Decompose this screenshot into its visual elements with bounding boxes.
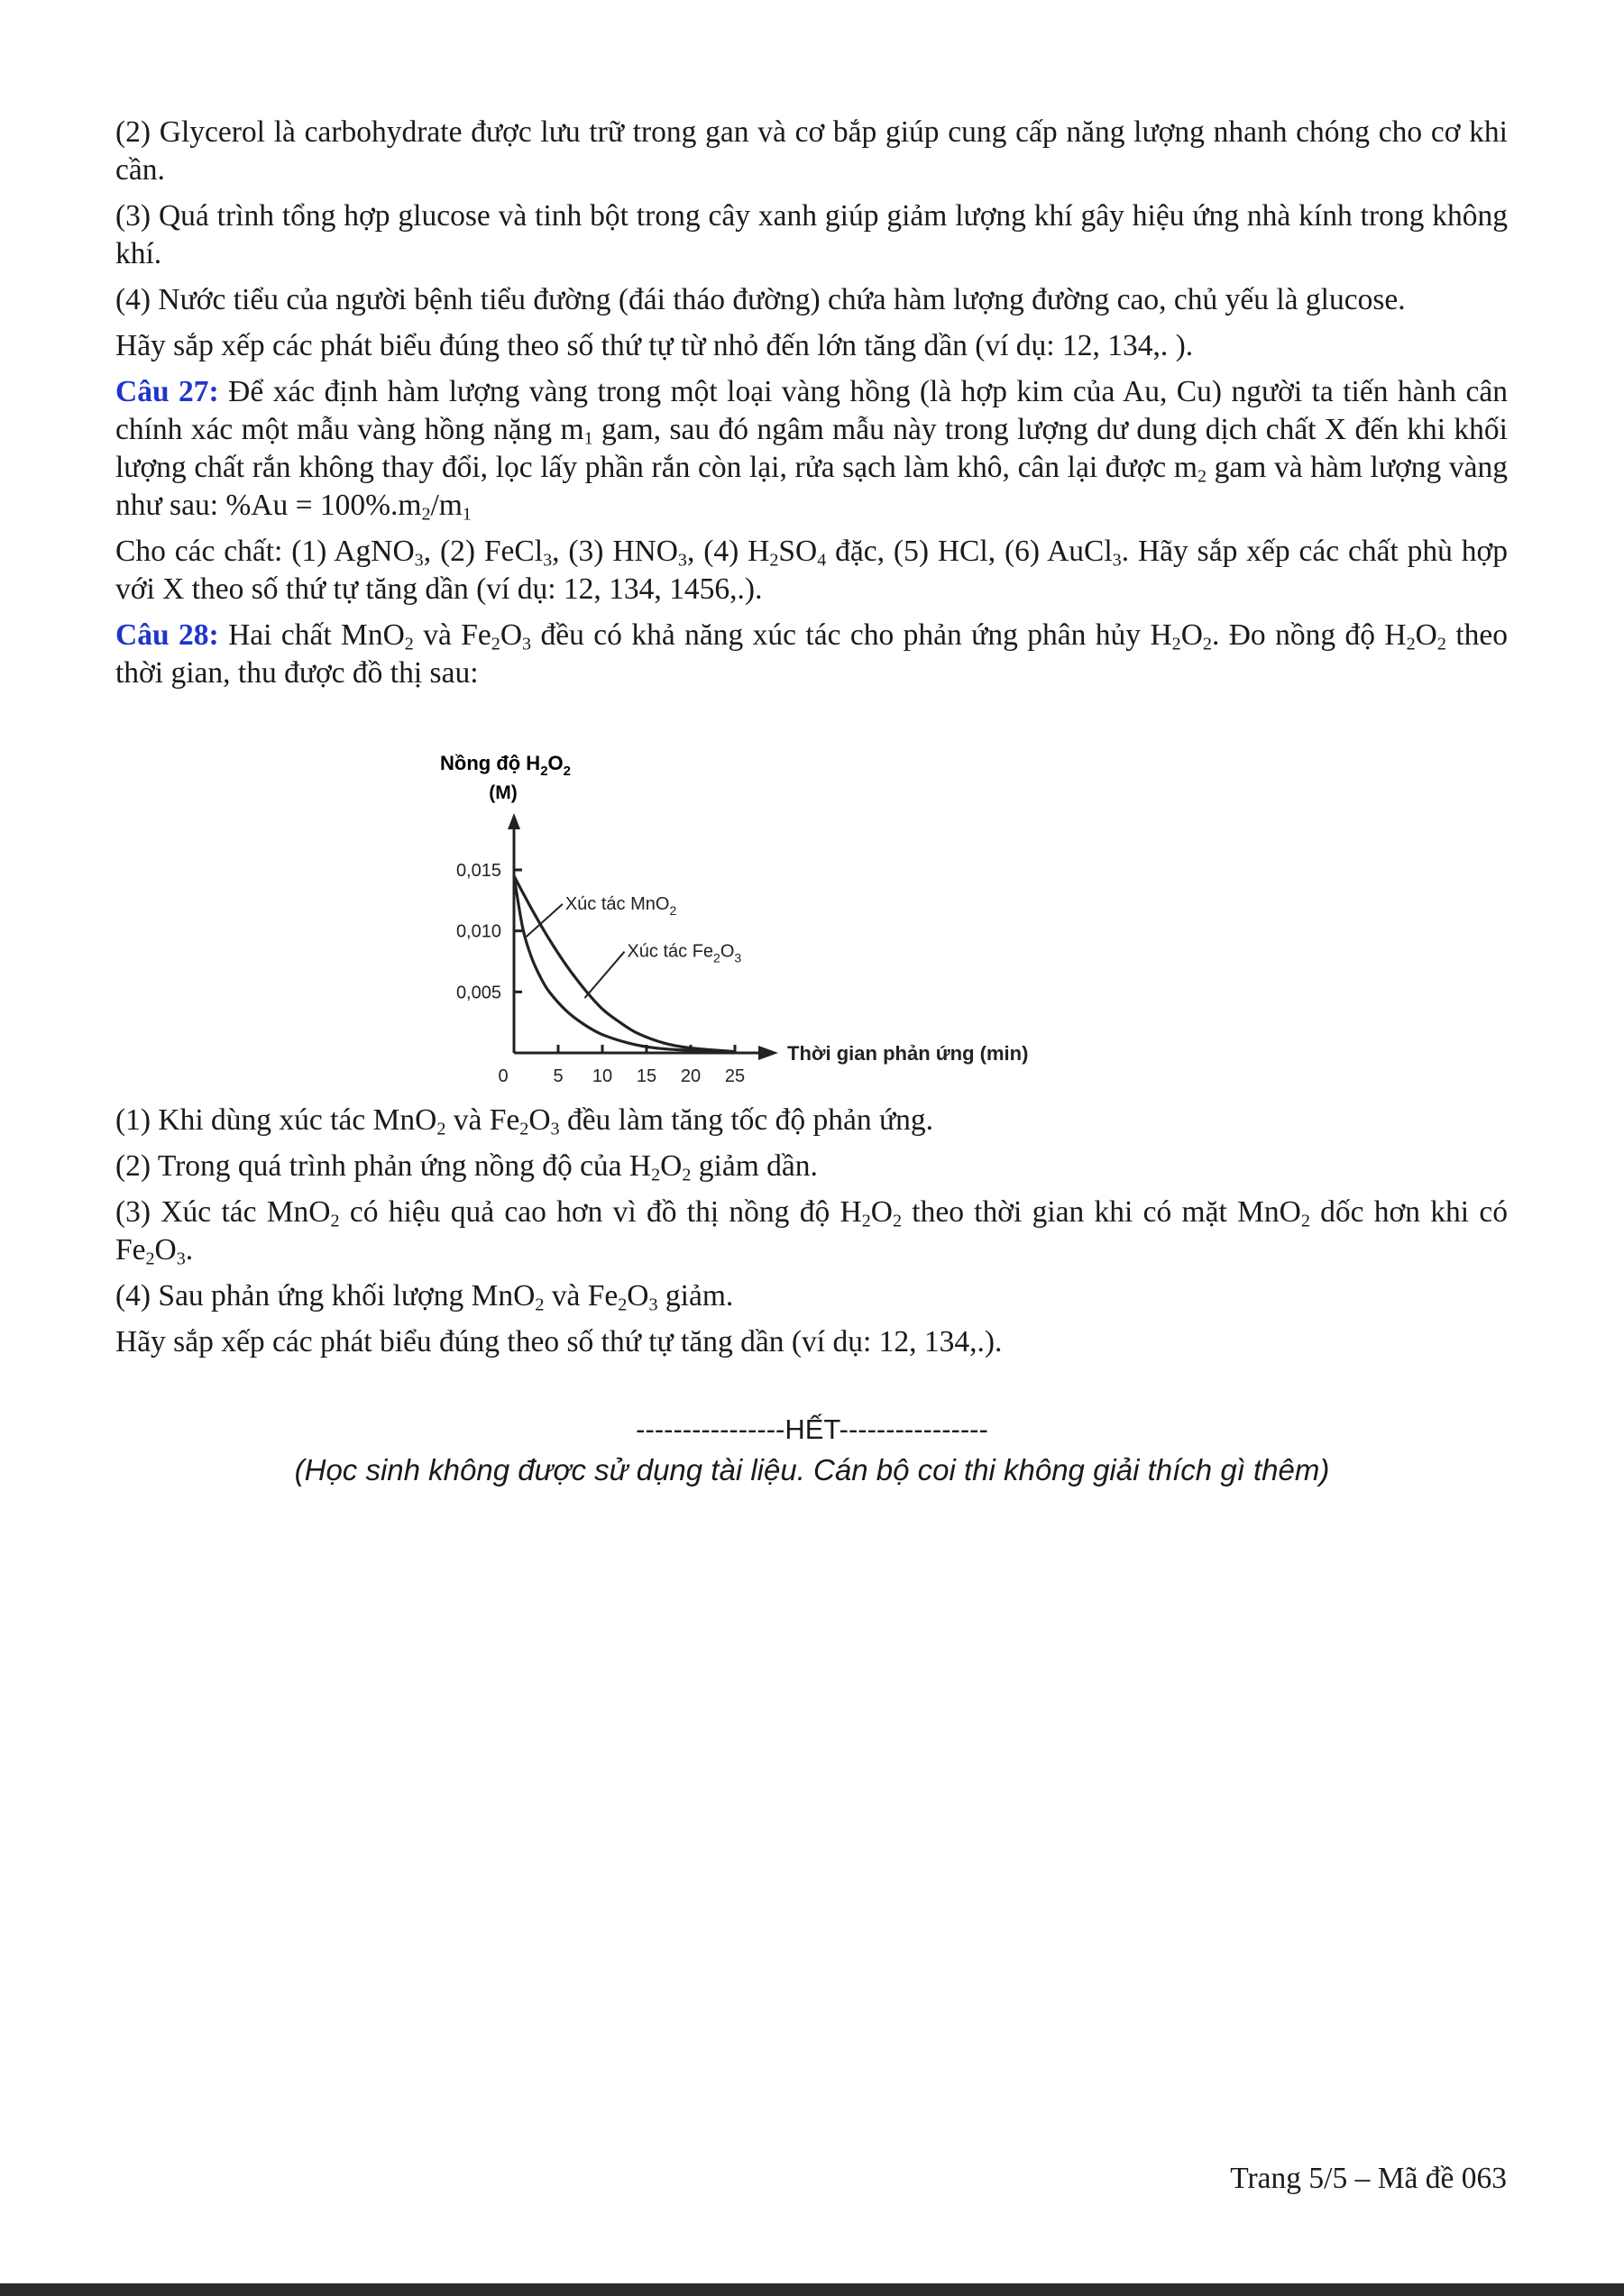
page-footer: Trang 5/5 – Mã đề 063 <box>1230 2162 1507 2195</box>
fe2o3-leader-line <box>584 952 624 998</box>
q28-statement-4: (4) Sau phản ứng khối lượng MnO$_2$ và $Fe_2O_3$ giảm. <box>115 1279 734 1315</box>
end-note: (Học sinh không được sử dụng tài liệu. Cán bộ coi thi không giải thích gì thêm) <box>294 1453 1330 1486</box>
statement-4: (4) Nước tiểu của người bệnh tiểu đường (đái tháo đường) chứa hàm lượng đường cao, chủ yếu là glucose. <box>115 283 1406 316</box>
y-axis-unit: (M) <box>489 782 518 803</box>
question-27: Câu 27: Để xác định hàm lượng vàng trong một loại vàng hồng (là hợp kim của Au, Cu) người ta tiến hành cân chính xác một mẫu vàng hồng nặng $m_1$ gam, sau đó ngâm mẫu này trong lượng dư dung dịch chất X đến khi khối lượng chất rắn không thay đổi, lọc lấy phần rắn còn lại, rửa sạch làm khô, cân lại được $m_2$ gam và hàm lượng vàng như sau: $\%Au = 100\%.m_2/m_1$ <box>115 375 1508 525</box>
statement-3: (3) Quá trình tổng hợp glucose và tinh bột trong cây xanh giúp giảm lượng khí gây hiệu ứng nhà kính trong không khí. <box>115 199 1508 270</box>
y-tick-label: 0,005 <box>455 983 501 1003</box>
exam-body <box>115 114 1508 700</box>
question-28-statements <box>115 1102 1508 1369</box>
x-axis-title: Thời gian phản ứng (min) <box>787 1042 1029 1065</box>
bottom-rule <box>0 2283 1624 2296</box>
q28-statement-3: (3) Xúc tác MnO$_2$ có hiệu quả cao hơn vì đồ thị nồng độ $H_2O_2$ theo thời gian khi có mặt MnO$_2$ dốc hơn khi có $Fe_2O_3$. <box>115 1195 1509 1269</box>
x-tick-label: 25 <box>724 1066 746 1086</box>
q28-instruction: Hãy sắp xếp các phát biểu đúng theo số thứ tự tăng dần (ví dụ: 12, 134,.). <box>115 1325 1003 1358</box>
instruction: Hãy sắp xếp các phát biểu đúng theo số thứ tự từ nhỏ đến lớn tăng dần (ví dụ: 12, 134,. ). <box>115 329 1194 362</box>
x-tick-label: 0 <box>498 1066 509 1086</box>
mno2-series-label: Xúc tác MnO$_2$ <box>564 893 677 918</box>
concentration-chart <box>433 739 1190 1091</box>
question-27-options: Cho các chất: (1) AgNO$_3$, (2) FeCl$_3$, (3) $HNO_3$, (4) $H_2SO_4$ đặc, (5) HCl, (6) AuCl$_3$. Hãy sắp xếp các chất phù hợp với X theo số thứ tự tăng dần (ví dụ: 12, 134, 1456,.). <box>115 535 1509 606</box>
fe2o3-series-label: Xúc tác $Fe_2O_3$ <box>627 941 742 965</box>
question-28: Câu 28: Hai chất MnO$_2$ và $Fe_2O_3$ đều có khả năng xúc tác cho phản ứng phân hủy $H_2O_2$. Đo nồng độ $H_2O_2$ theo thời gian, thu được đồ thị sau: <box>115 618 1508 690</box>
x-tick-label: 5 <box>553 1066 564 1086</box>
q28-statement-1: (1) Khi dùng xúc tác MnO$_2$ và $Fe_2O_3$ đều làm tăng tốc độ phản ứng. <box>115 1103 934 1139</box>
x-tick-label: 20 <box>680 1066 702 1086</box>
x-tick-label: 10 <box>592 1066 613 1086</box>
q28-statement-2: (2) Trong quá trình phản ứng nồng độ của $H_2O_2$ giảm dần. <box>115 1149 818 1185</box>
chart-svg <box>433 739 1190 1091</box>
question-27-label: Câu 27: <box>115 375 219 408</box>
y-tick-label: 0,010 <box>455 921 501 942</box>
y-tick-label: 0,015 <box>455 861 501 881</box>
x-axis-arrow <box>758 1046 778 1060</box>
y-axis-arrow <box>508 813 520 829</box>
y-axis-title: Nồng độ $H_2O_2$ <box>440 752 572 779</box>
x-tick-label: 15 <box>636 1066 657 1086</box>
question-28-label: Câu 28: <box>115 618 219 652</box>
end-mark: ----------------HẾT---------------- <box>636 1413 988 1445</box>
statement-2: (2) Glycerol là carbohydrate được lưu trữ trong gan và cơ bắp giúp cung cấp năng lượng nhanh chóng cho cơ khi cần. <box>115 115 1508 187</box>
